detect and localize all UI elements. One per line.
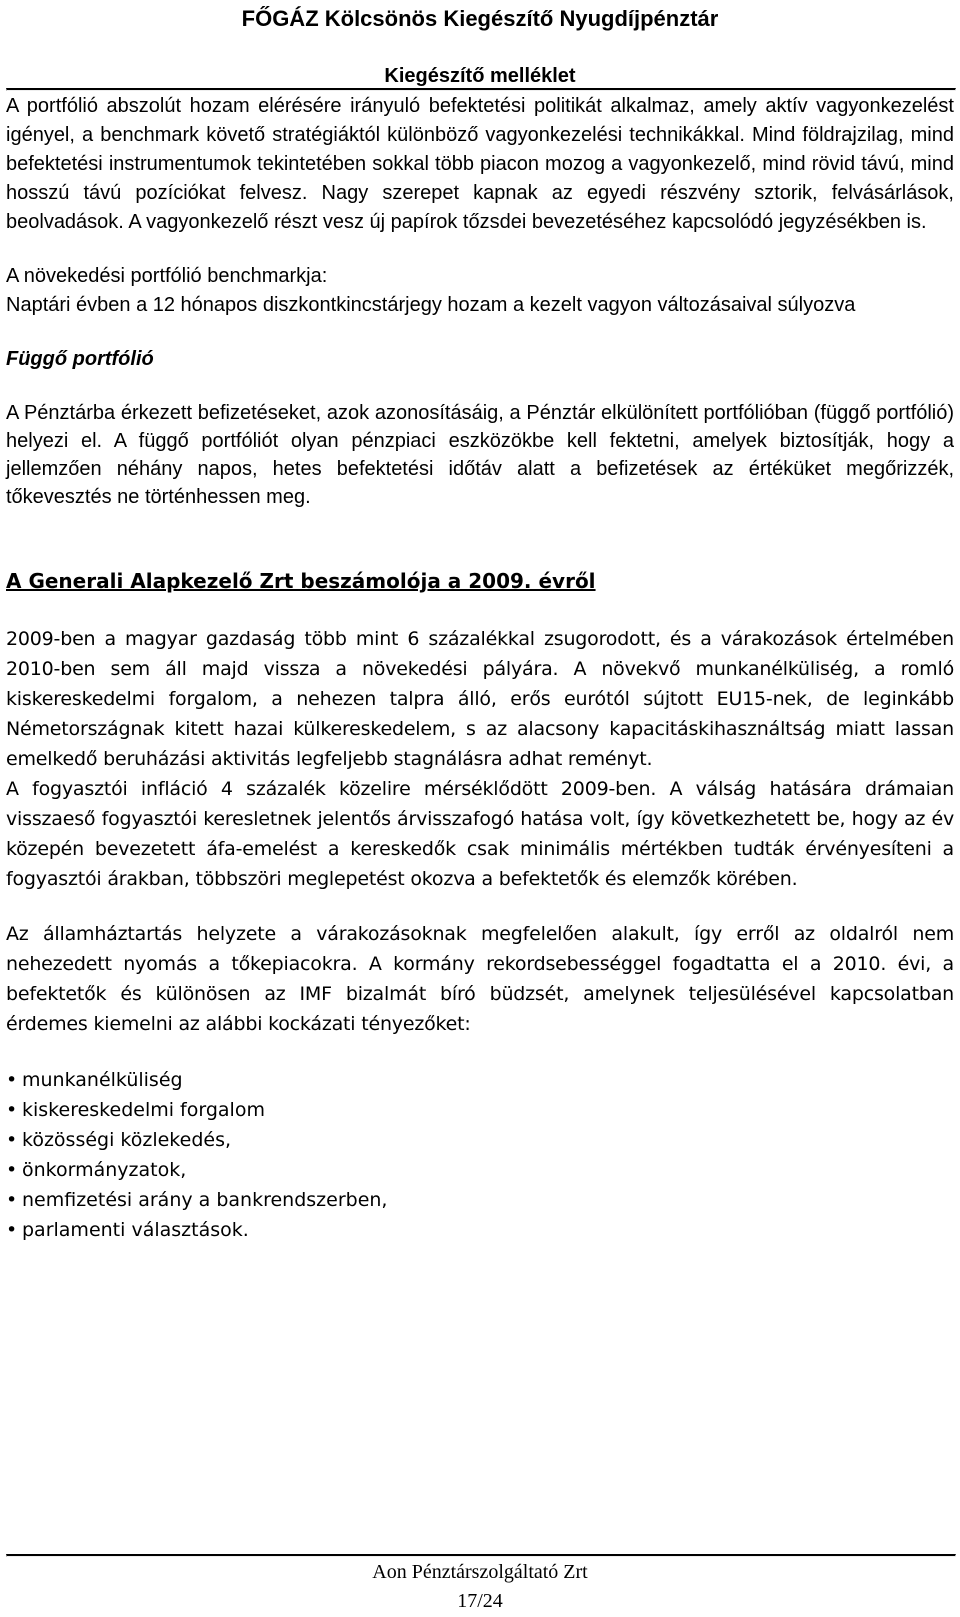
list-item xyxy=(6,1215,954,1245)
bullet-icon: • xyxy=(6,1189,18,1211)
bullet-icon: • xyxy=(6,1099,18,1121)
report-heading: A Generali Alapkezelő Zrt beszámolója a 2009. évről xyxy=(6,569,596,593)
bullet-icon: • xyxy=(6,1069,18,1091)
risk-item-label: nemfizetési arány a bankrendszerben, xyxy=(22,1189,388,1211)
footer-divider xyxy=(6,1554,956,1557)
pending-portfolio-paragraph: A Pénztárba érkezett befizetéseket, azok azonosításáig, a Pénztár elkülönített portfólióban (függő portfólió) helyezi el. A függő portfóliót olyan pénzpiaci eszközökbe kell fektetni, amelyek biztosítják, hogy a jellemzően néhány napos, hetes befektetési időtáv alatt a befizetések az értéküket megőrizzék, tőkevesztés ne történhessen meg. xyxy=(6,402,954,508)
fund-title: FŐGÁZ Kölcsönös Kiegészítő Nyugdíjpénztár xyxy=(241,6,719,31)
list-item xyxy=(6,1155,954,1185)
risk-item-label: kiskereskedelmi forgalom xyxy=(22,1099,265,1121)
list-item xyxy=(6,1125,954,1155)
list-item xyxy=(6,1095,954,1125)
report-paragraph-inflation: A fogyasztói infláció 4 százalék közelire mérséklődött 2009-ben. A válság hatására drámaian visszaeső fogyasztói keresletnek jelentős árvisszafogó hatása volt, így következhetett be, hogy az év közepén bevezetett áfa-emelést a kereskedők csak minimális mértékben tudták érvényesíteni a fogyasztói árakban, többszöri meglepetést okozva a befektetők és elemzők körében. xyxy=(6,778,954,890)
report-paragraph-economy: 2009-ben a magyar gazdaság több mint 6 százalékkal zsugorodott, és a várakozások értelmében 2010-ben sem áll majd vissza a növekedési pályára. A növekvő munkanélküliség, a romló kiskereskedelmi forgalom, a nehezen talpra álló, erős eurótól sújtott EU15-nek, de leginkább Németországnak kitett hazai külkereskedelem, s az alacsony kapacitáskihasználtság miatt lassan emelkedő beruházási aktivitás legfeljebb stagnálásra adhat reményt. xyxy=(6,628,954,770)
page-number: 17/24 xyxy=(457,1590,503,1612)
report-paragraph-budget: Az államháztartás helyzete a várakozásoknak megfelelően alakult, így erről az oldalról nem nehezedett nyomás a tőkepiacokra. A kormány rekordsebességgel fogadtatta el a 2010. évi, a befektetők és különösen az IMF bizalmát bíró büdzsét, amelynek teljesülésével kapcsolatban érdemes kiemelni az alábbi kockázati tényezőket: xyxy=(6,923,954,1035)
bullet-icon: • xyxy=(6,1129,18,1151)
header-divider xyxy=(6,88,956,91)
list-item xyxy=(6,1185,954,1215)
risk-factor-list xyxy=(6,1065,954,1245)
pending-portfolio-heading: Függő portfólió xyxy=(6,348,154,370)
document-page xyxy=(6,0,954,1617)
benchmark-label: A növekedési portfólió benchmarkja: xyxy=(6,265,328,287)
document-body xyxy=(6,92,954,1245)
intro-paragraph: A portfólió abszolút hozam elérésére irányuló befektetési politikát alkalmaz, amely aktív vagyonkezelést igényel, a benchmark követő stratégiáktól különböző vagyonkezelési technikákkal. Mind földrajzilag, mind befektetési instrumentumok tekintetében sokkal több piacon mozog a vagyonkezelő, mind rövid távú, mind hosszú távú pozíciókat felvesz. Nagy szerepet kapnak az egyedi részvény sztorik, felvásárlások, beolvadások. A vagyonkezelő részt vesz új papírok tőzsdei bevezetéséhez kapcsolódó jegyzésékben is. xyxy=(6,95,954,233)
risk-item-label: önkormányzatok, xyxy=(22,1159,187,1181)
risk-item-label: közösségi közlekedés, xyxy=(22,1129,232,1151)
bullet-icon: • xyxy=(6,1219,18,1241)
footer-company: Aon Pénztárszolgáltató Zrt xyxy=(372,1561,588,1583)
bullet-icon: • xyxy=(6,1159,18,1181)
list-item xyxy=(6,1065,954,1095)
supplement-title: Kiegészítő melléklet xyxy=(384,65,576,87)
risk-item-label: parlamenti választások. xyxy=(22,1219,249,1241)
benchmark-text: Naptári évben a 12 hónapos diszkontkincstárjegy hozam a kezelt vagyon változásaival súlyozva xyxy=(6,294,856,316)
risk-item-label: munkanélküliség xyxy=(22,1069,183,1091)
